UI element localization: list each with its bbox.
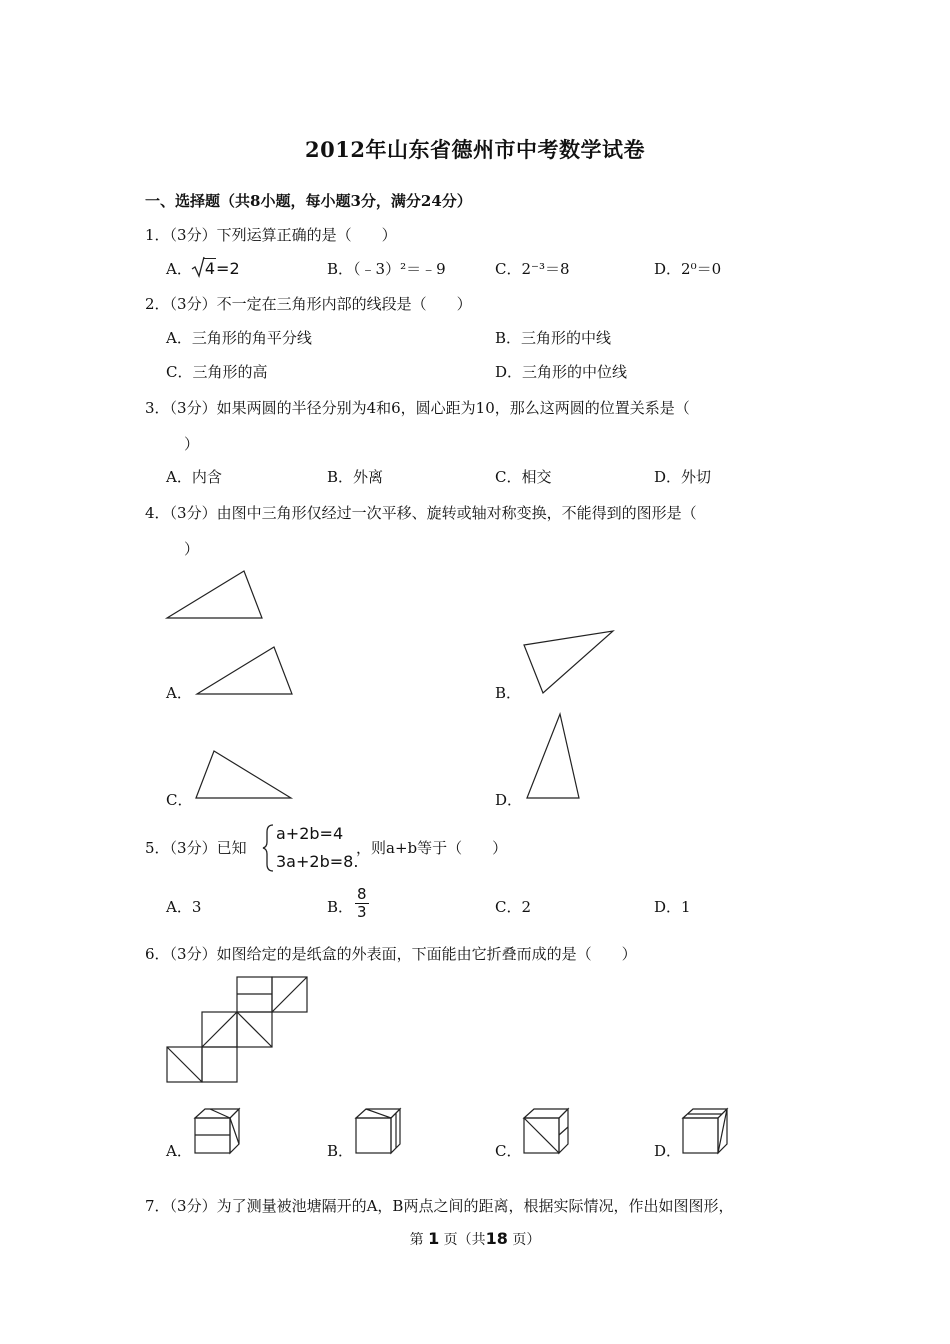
question-2-option-b: B．三角形的中线	[495, 329, 612, 347]
question-2-option-a: A．三角形的角平分线	[166, 329, 312, 347]
footer-prefix: 第	[409, 1232, 424, 1248]
question-2-option-d: D．三角形的中位线	[495, 363, 628, 381]
question-2-stem: 2．（3分）不一定在三角形内部的线段是（ ）	[145, 295, 472, 313]
question-3-option-d: D．外切	[654, 468, 712, 486]
question-4-option-c-figure	[190, 745, 300, 805]
question-4-option-b-label: B．	[495, 684, 522, 702]
net-face-diagonal	[167, 1047, 202, 1082]
net-face-diagonal	[237, 1012, 272, 1047]
question-3-option-b: B．外离	[327, 468, 384, 486]
sqrt-icon	[192, 259, 216, 278]
question-5-stem-prefix: 5．（3分）已知	[145, 839, 247, 857]
question-1-option-b: B．（﹣3）²＝﹣9	[327, 260, 446, 278]
triangle-shape	[197, 647, 292, 694]
footer-suffix: 页）	[512, 1232, 541, 1248]
triangle-shape	[524, 631, 613, 693]
question-7-stem: 7．（3分）为了测量被池塘隔开的A，B两点之间的距离，根据实际情况，作出如图图形，	[145, 1197, 734, 1215]
equation-2: 3a+2b=8.	[276, 852, 359, 871]
question-5-option-d: D．1	[654, 898, 691, 916]
question-6-option-a-label: A．	[166, 1142, 192, 1160]
cube-top-line	[210, 1109, 230, 1118]
question-1-stem: 1．（3分）下列运算正确的是（ ）	[145, 226, 397, 244]
cube-top-line	[366, 1109, 391, 1118]
question-4-option-a-label: A．	[166, 684, 192, 702]
cube-side-diagonal	[718, 1109, 727, 1153]
question-3-stem: 3．（3分）如果两圆的半径分别为4和6，圆心距为10，那么这两圆的位置关系是（	[145, 399, 690, 417]
question-5-option-a: A．3	[166, 898, 202, 916]
question-4-option-b-figure	[518, 625, 618, 700]
question-4-option-d-figure	[520, 708, 590, 803]
question-2-option-c: C．三角形的高	[166, 363, 268, 381]
cube-front	[683, 1118, 718, 1153]
triangle-shape	[196, 751, 291, 798]
sqrt-radicand: 4	[204, 259, 216, 278]
question-6-net-figure	[165, 975, 310, 1085]
net-face-diagonal	[202, 1012, 237, 1047]
question-5-stem-suffix: ，则a+b等于（ ）	[356, 839, 508, 857]
question-4-option-c-label: C．	[166, 791, 193, 809]
cube-top	[195, 1109, 239, 1118]
question-6-option-b-label: B．	[327, 1142, 354, 1160]
equation-1: a+2b=4	[276, 824, 344, 843]
option-a-label: A．	[166, 260, 192, 278]
question-4-stem-cont: ）	[184, 540, 200, 558]
question-4-option-a-figure	[190, 640, 300, 700]
sqrt-expression	[192, 259, 240, 278]
question-5-option-b	[327, 896, 353, 917]
current-page-number: 1	[428, 1229, 440, 1248]
triangle-shape	[167, 571, 262, 618]
page-footer	[0, 1229, 950, 1249]
question-6-option-b-cube	[354, 1106, 404, 1156]
cube-side-line	[230, 1118, 239, 1144]
fraction-denominator: 3	[357, 903, 367, 921]
question-1-option-d: D．2⁰＝0	[654, 260, 722, 278]
question-4-reference-triangle	[160, 565, 270, 625]
question-4-stem: 4．（3分）由图中三角形仅经过一次平移、旋转或轴对称变换，不能得到的图形是（	[145, 504, 697, 522]
question-6-option-a-cube	[193, 1106, 243, 1156]
sqrt-result: =2	[216, 259, 240, 278]
net-face	[202, 1047, 237, 1082]
page-title: 2012年山东省德州市中考数学试卷	[305, 137, 645, 162]
option-b-label: B．	[327, 898, 354, 916]
net-face-diagonal	[272, 977, 307, 1012]
question-3-option-c: C．相交	[495, 468, 552, 486]
question-6-stem: 6．（3分）如图给定的是纸盒的外表面，下面能由它折叠而成的是（ ）	[145, 945, 637, 963]
radical-sign-icon	[191, 256, 205, 278]
footer-middle: 页（共	[443, 1232, 486, 1248]
fraction-eight-thirds	[355, 886, 369, 921]
question-3-stem-cont: ）	[184, 435, 200, 453]
total-page-count: 18	[485, 1229, 508, 1248]
cube-top	[524, 1109, 568, 1118]
question-6-option-d-cube	[681, 1106, 731, 1156]
question-6-option-c-label: C．	[495, 1142, 522, 1160]
section-heading-choice: 一、选择题（共8小题，每小题3分，满分24分）	[145, 192, 472, 210]
question-3-option-a: A．内含	[166, 468, 222, 486]
question-1-option-a	[166, 258, 240, 279]
cube-side-line	[559, 1127, 568, 1135]
question-4-option-d-label: D．	[495, 791, 523, 809]
fraction-numerator: 8	[357, 885, 367, 903]
question-1-option-c: C．2⁻³＝8	[495, 260, 570, 278]
triangle-shape	[527, 714, 579, 798]
question-5-option-c: C．2	[495, 898, 532, 916]
cube-front	[356, 1118, 391, 1153]
question-6-option-d-label: D．	[654, 1142, 682, 1160]
question-6-option-c-cube	[522, 1106, 572, 1156]
cube-face-diagonal	[524, 1118, 559, 1153]
system-brace-icon	[262, 823, 276, 873]
